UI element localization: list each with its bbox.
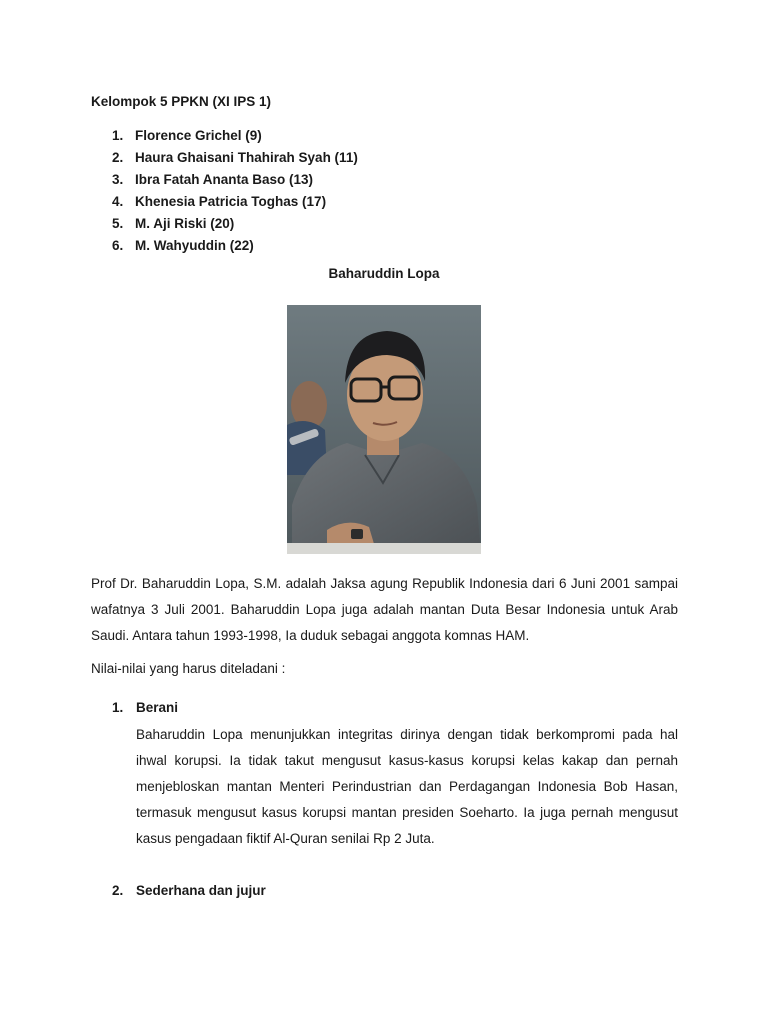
portrait-photo	[287, 305, 481, 554]
member-list	[112, 125, 358, 257]
list-number: 5.	[112, 216, 124, 231]
list-item	[112, 147, 358, 169]
list-item	[112, 191, 358, 213]
intro-paragraph: Prof Dr. Baharuddin Lopa, S.M. adalah Jaksa agung Republik Indonesia dari 6 Juni 2001 sampai wafatnya 3 Juli 2001. Baharuddin Lopa juga adalah mantan Duta Besar Indonesia untuk Arab Saudi. Antara tahun 1993-1998, Ia duduk sebagai anggota komnas HAM.	[91, 576, 678, 643]
list-item	[112, 125, 358, 147]
list-number: 2.	[112, 883, 124, 898]
member-name: Ibra Fatah Ananta Baso (13)	[135, 172, 314, 187]
list-number: 2.	[112, 150, 124, 165]
list-number: 1.	[112, 700, 124, 715]
list-item	[112, 213, 358, 235]
values-heading: Nilai-nilai yang harus diteladani :	[91, 661, 286, 676]
group-title: Kelompok 5 PPKN (XI IPS 1)	[91, 94, 272, 109]
value-title: Sederhana dan jujur	[136, 883, 266, 898]
member-name: Florence Grichel (9)	[135, 128, 262, 143]
list-item	[112, 169, 358, 191]
member-name: Haura Ghaisani Thahirah Syah (11)	[135, 150, 358, 165]
member-name: M. Aji Riski (20)	[135, 216, 235, 231]
value-description: Baharuddin Lopa menunjukkan integritas dirinya dengan tidak berkompromi pada hal ihwal korupsi. Ia tidak takut mengusut kasus-kasus korupsi kelas kakap dan pernah menjebloskan mantan Menteri Perindustrian dan Perdagangan Indonesia Bob Hasan, termasuk mengusut kasus korupsi mantan presiden Soeharto. Ia juga pernah mengusut kasus pengadaan fiktif Al-Quran senilai Rp 2 Juta.	[136, 727, 678, 846]
member-name: M. Wahyuddin (22)	[135, 238, 254, 253]
member-name: Khenesia Patricia Toghas (17)	[135, 194, 327, 209]
list-number: 3.	[112, 172, 124, 187]
list-item	[112, 235, 358, 257]
list-number: 4.	[112, 194, 124, 209]
list-number: 6.	[112, 238, 124, 253]
value-title: Berani	[136, 700, 179, 715]
value-item-berani	[112, 700, 178, 715]
list-number: 1.	[112, 128, 124, 143]
subject-title: Baharuddin Lopa	[328, 266, 440, 281]
value-item-sederhana-dan-jujur	[112, 883, 266, 898]
